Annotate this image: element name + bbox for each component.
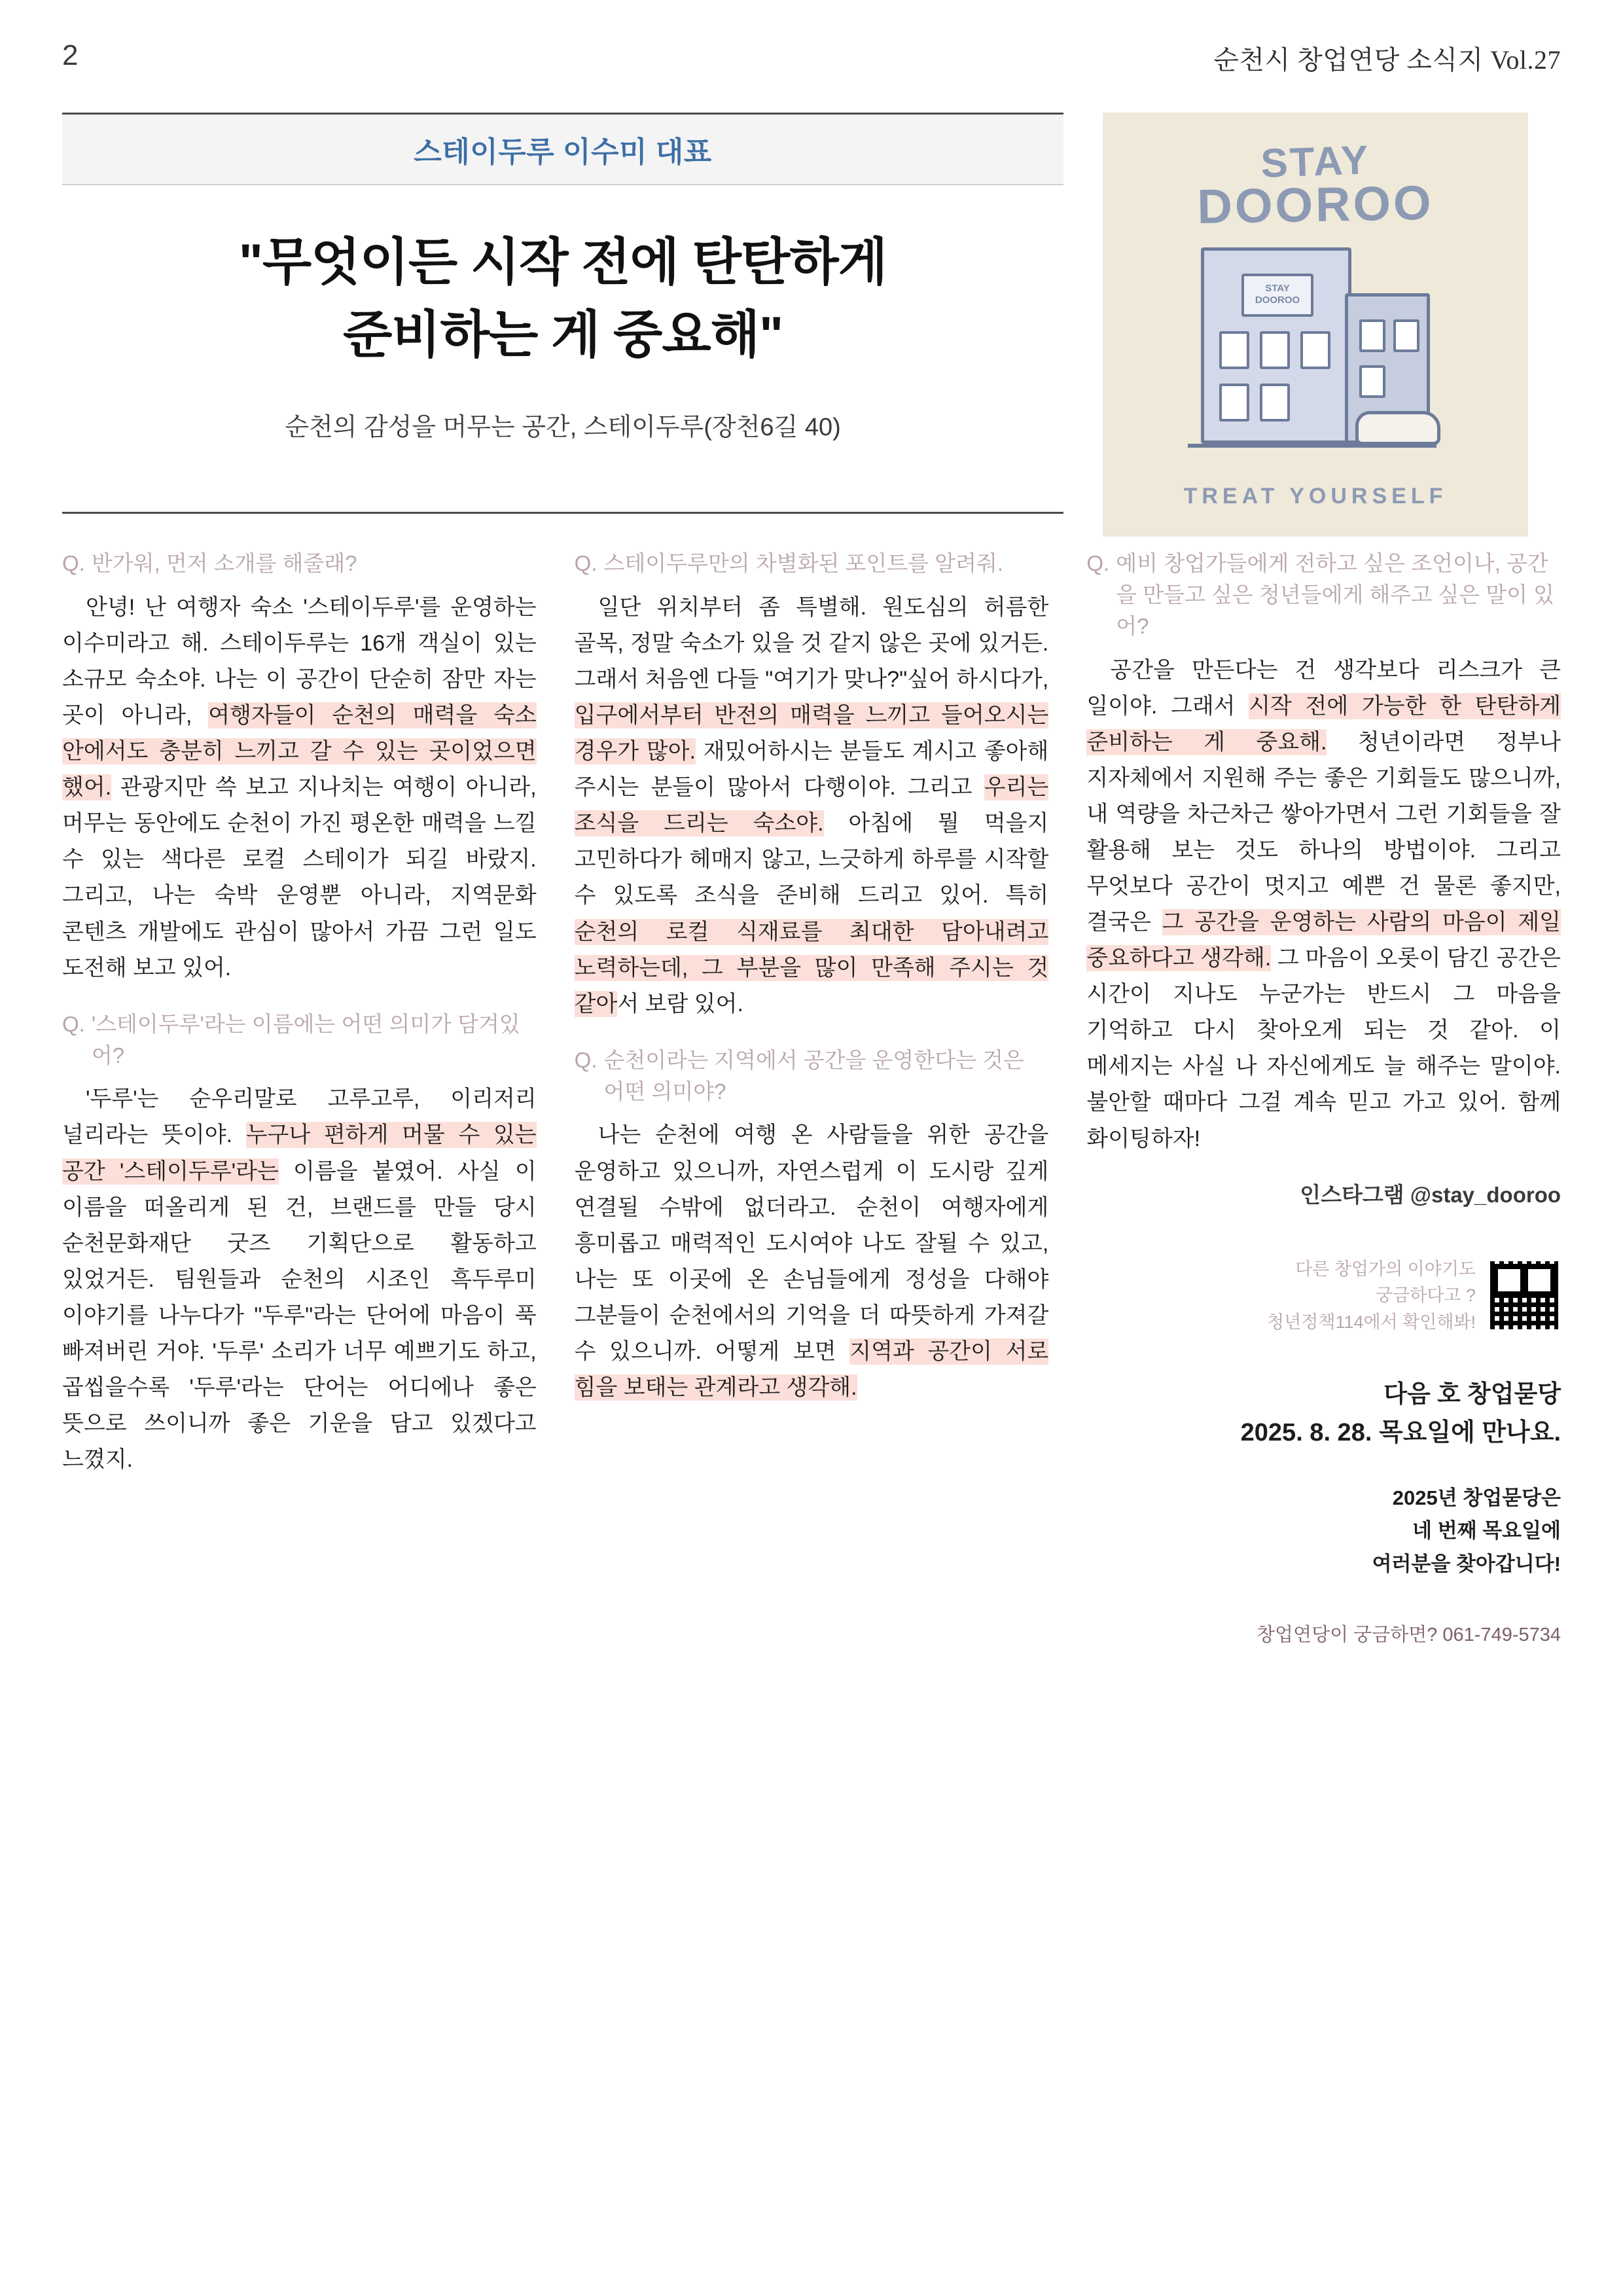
question-5 [1086, 548, 1561, 642]
feature-headline [62, 226, 1063, 371]
answer-seg: 재밌어하시는 분들도 계시고 좋아해 주시는 분들이 많아서 다행이야. 그리고 [574, 739, 1049, 800]
stay-dooroo-logo [1103, 113, 1528, 537]
answer-seg: 관광지만 쓱 보고 지나치는 여행이 아니라, 머무는 동안에도 순천이 가진 평온한 매력을 느낄 수 있는 색다른 로컬 스테이가 되길 바랐지. 그리고, 나는 숙박 운영뿐 아니라, 지역문화 콘텐츠 개발에도 관심이 많아서 가끔 그런 일도 도전해 보고 있어. [62, 775, 537, 980]
question-text: 스테이두루만의 차별화된 포인트를 알려줘. [603, 551, 1003, 575]
qr-promo-text [1267, 1256, 1476, 1336]
question-2 [62, 1009, 537, 1071]
answer-2 [62, 1081, 537, 1478]
question-marker: Q. [574, 1047, 597, 1072]
answer-highlight: 입구에서부터 반전의 매력을 느끼고 들어오시는 경우가 많아. [574, 703, 1049, 764]
answer-seg: 일단 위치부터 좀 특별해. 원도심의 허름한 골목, 정말 숙소가 있을 것 같지 않은 곳에 있거든. 그래서 처음엔 다들 "여기가 맞나?"싶어 하시다가, [574, 594, 1049, 692]
question-marker: Q. [1086, 551, 1110, 575]
answer-seg: 아침에 뭘 먹을지 고민하다가 헤매지 않고, 느긋하게 하루를 시작할 수 있도록 조식을 준비해 드리고 있어. 특히 [574, 811, 1049, 908]
instagram-handle[interactable]: 인스타그램 @stay_dooroo [1300, 1182, 1561, 1207]
divider-bottom [62, 512, 1063, 514]
closing-line-3: 여러분을 찾아갑니다! [1372, 1552, 1561, 1575]
answer-3 [575, 590, 1049, 1022]
contact-info: 창업연당이 궁금하면? 061-749-5734 [1257, 1624, 1561, 1645]
logo-word-stay: STAY [1260, 137, 1371, 187]
publication-title: 순천시 창업연당 소식지 Vol.27 [1213, 45, 1561, 75]
qr-promo[interactable] [1086, 1256, 1561, 1336]
page-number: 2 [62, 39, 79, 71]
question-4 [575, 1045, 1049, 1107]
qr-code-icon[interactable] [1488, 1259, 1561, 1332]
answer-seg: 공간을 만든다는 건 생각보다 리스크가 큰 일이야. 그래서 [1086, 657, 1561, 719]
answer-seg: 청년이라면 정부나 지자체에서 지원해 주는 좋은 기회들도 많으니까, 내 역량을 차근차근 쌓아가면서 그런 기회들을 잘 활용해 보는 것도 하나의 방법이야. 그리고 무엇보다 공간이 멋지고 예쁜 건 물론 좋지만, 결국은 [1086, 729, 1561, 935]
answer-seg: 서 보람 있어. [617, 991, 743, 1016]
next-issue-label: 다음 호 창업묻당 [1383, 1380, 1561, 1408]
question-text: 예비 창업가들에게 전하고 싶은 조언이나, 공간을 만들고 싶은 청년들에게 해주고 싶은 말이 있어? [1116, 551, 1555, 638]
answer-highlight: 시작 전에 가능한 한 탄탄하게 준비하는 게 중요해. [1086, 693, 1561, 755]
headline-line-1: "무엇이든 시작 전에 탄탄하게 [238, 233, 887, 291]
closing-line-2: 네 번째 목요일에 [1412, 1519, 1561, 1543]
next-issue-date: 2025. 8. 28. 목요일에 만나요. [1240, 1419, 1561, 1447]
logo-sign-text: STAY DOOROO [1241, 274, 1313, 317]
answer-seg: 이름을 붙였어. 사실 이 이름을 떠올리게 된 건, 브랜드를 만들 당시 순천문화재단 굿즈 기획단으로 활동하고 있었거든. 팀원들과 순천의 시조인 흑두루미 이야기를 나누다가 "두루"라는 단어에 마음이 푹 빠져버린 거야. '두루' 소리가 너무 예쁘기도 하고, 곱씹을수록 '두루'라는 단어는 어디에나 좋은 뜻으로 쓰이니까 좋은 기운을 담고 있겠다고 느꼈지. [62, 1158, 537, 1473]
column-3 [1086, 548, 1561, 1647]
article-columns [62, 548, 1561, 1647]
question-marker: Q. [62, 551, 85, 575]
column-2 [575, 548, 1049, 1647]
feature-title-block [62, 113, 1063, 528]
question-text: '스테이두루'라는 이름에는 어떤 의미가 담겨있어? [91, 1011, 520, 1067]
feature-caption: 순천의 감성을 머무는 공간, 스테이두루(장천6길 40) [285, 413, 841, 441]
logo-word-dooroo: DOOROO [1196, 175, 1435, 234]
page-header [62, 39, 1561, 98]
answer-highlight: 그 공간을 운영하는 사람의 마음이 제일 중요하다고 생각해. [1086, 910, 1561, 971]
answer-highlight: 우리는 조식을 드리는 숙소야. [574, 775, 1049, 836]
question-text: 순천이라는 지역에서 공간을 운영한다는 것은 어떤 의미야? [603, 1047, 1024, 1103]
column-1 [62, 548, 537, 1647]
answer-highlight: 누구나 편하게 머물 수 있는 공간 '스테이두루'라는 [62, 1122, 537, 1184]
answer-1 [62, 590, 537, 986]
answer-5 [1086, 653, 1561, 1157]
qr-line-3: 청년정책114에서 확인해봐! [1267, 1312, 1476, 1332]
answer-seg: 나는 순천에 여행 온 사람들을 위한 공간을 운영하고 있으니까, 자연스럽게 이 도시랑 깊게 연결될 수밖에 없더라고. 순천이 여행자에게 흥미롭고 매력적인 도시여야 나도 잘될 수 있고, 나는 또 이곳에 온 손님들에게 정성을 다해야 그분들이 순천에서의 기억을 더 따뜻하게 가져갈 수 있으니까. 어떻게 보면 [574, 1122, 1049, 1364]
closing-note [1086, 1482, 1561, 1581]
question-text: 반가워, 먼저 소개를 해줄래? [91, 551, 357, 575]
question-marker: Q. [62, 1011, 85, 1036]
qr-line-2: 궁금하다고 ? [1376, 1285, 1476, 1306]
answer-seg: '두루'는 순우리말로 고루고루, 이리저리 널리라는 뜻이야. [62, 1086, 537, 1148]
closing-line-1: 2025년 창업묻당은 [1392, 1486, 1561, 1510]
answer-highlight: 여행자들이 순천의 매력을 숙소 안에서도 충분히 느끼고 갈 수 있는 곳이었으면 했어. [62, 703, 537, 800]
building-illustration-icon [1181, 234, 1443, 450]
answer-seg: 안녕! 난 여행자 숙소 '스테이두루'를 운영하는 이수미라고 해. 스테이두루는 16개 객실이 있는 소규모 숙소야. 나는 이 공간이 단순히 잠만 자는 곳이 아니라, [62, 594, 537, 728]
interviewee-bar [62, 115, 1063, 185]
interviewee-name: 스테이두루 이수미 대표 [414, 136, 712, 168]
qr-line-1: 다른 창업가의 이야기도 [1295, 1259, 1476, 1279]
answer-highlight: 순천의 로컬 식재료를 최대한 담아내려고 노력하는데, 그 부분을 많이 만족해 주시는 것 같아 [574, 919, 1049, 1016]
question-marker: Q. [574, 551, 597, 575]
answer-highlight: 지역과 공간이 서로 힘을 보태는 관계라고 생각해. [574, 1338, 1049, 1401]
answer-4 [575, 1117, 1049, 1406]
car-icon [1355, 411, 1440, 445]
question-1 [62, 548, 537, 579]
question-3 [575, 548, 1049, 579]
headline-line-2: 준비하는 게 중요해" [342, 305, 783, 363]
answer-seg: 그 마음이 오롯이 담긴 공간은 시간이 지나도 누군가는 반드시 그 마음을 기억하고 다시 찾아오게 되는 것 같아. 이 메세지는 사실 나 자신에게도 늘 해주는 말이야. 불안할 때마다 그걸 계속 믿고 가고 있어. 함께 화이팅하자! [1086, 946, 1561, 1151]
next-issue-block [1086, 1374, 1561, 1453]
logo-tagline: TREAT YOURSELF [1183, 484, 1448, 509]
feature-title-area [62, 113, 1561, 528]
